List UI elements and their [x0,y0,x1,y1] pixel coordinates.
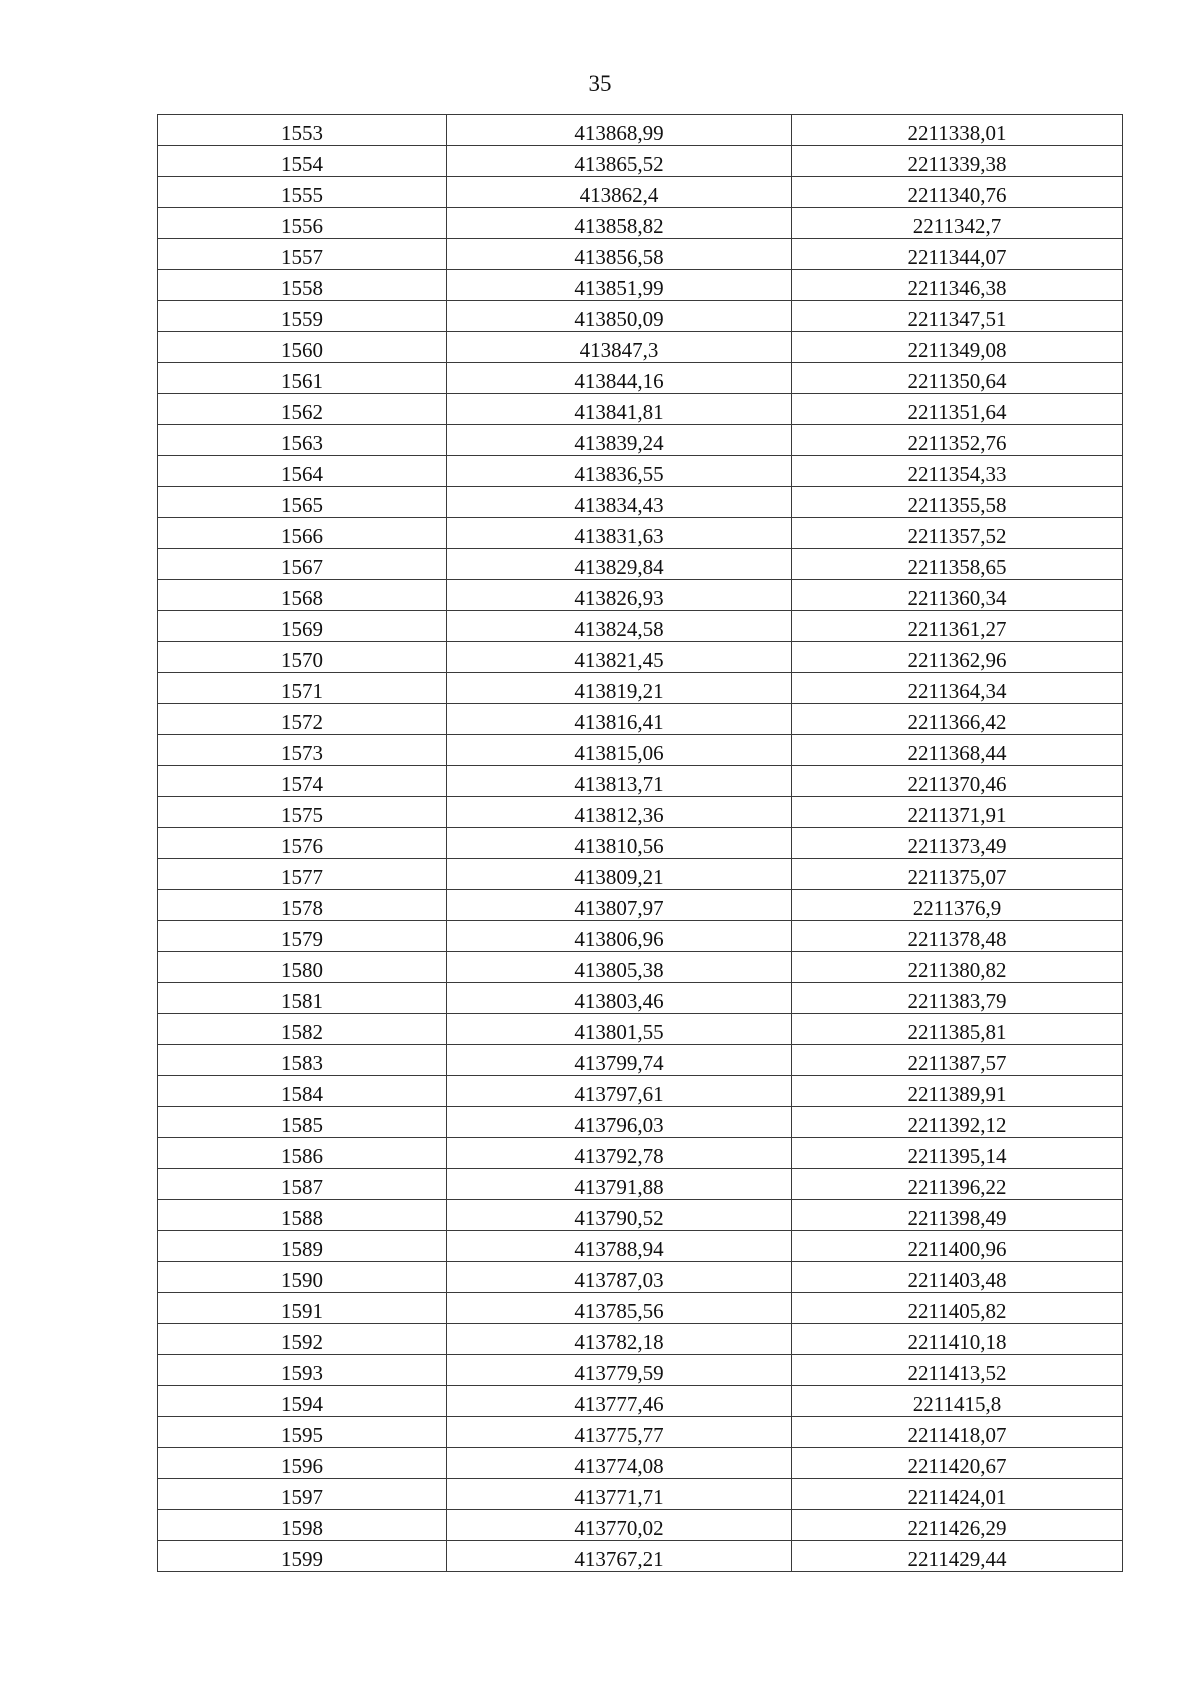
x-coordinate-cell: 413841,81 [447,394,792,425]
y-coordinate-cell: 2211338,01 [792,115,1123,146]
table-row [158,425,1123,456]
x-coordinate-cell: 413813,71 [447,766,792,797]
point-number-cell: 1568 [158,580,447,611]
y-coordinate-cell: 2211426,29 [792,1510,1123,1541]
x-coordinate-cell: 413831,63 [447,518,792,549]
y-coordinate-cell: 2211420,67 [792,1448,1123,1479]
y-coordinate-cell: 2211380,82 [792,952,1123,983]
y-coordinate-cell: 2211351,64 [792,394,1123,425]
y-coordinate-cell: 2211358,65 [792,549,1123,580]
x-coordinate-cell: 413785,56 [447,1293,792,1324]
table-row [158,673,1123,704]
y-coordinate-cell: 2211413,52 [792,1355,1123,1386]
point-number-cell: 1554 [158,146,447,177]
x-coordinate-cell: 413774,08 [447,1448,792,1479]
point-number-cell: 1576 [158,828,447,859]
x-coordinate-cell: 413792,78 [447,1138,792,1169]
table-row [158,1510,1123,1541]
x-coordinate-cell: 413809,21 [447,859,792,890]
y-coordinate-cell: 2211375,07 [792,859,1123,890]
y-coordinate-cell: 2211418,07 [792,1417,1123,1448]
point-number-cell: 1557 [158,239,447,270]
x-coordinate-cell: 413836,55 [447,456,792,487]
table-row [158,642,1123,673]
y-coordinate-cell: 2211424,01 [792,1479,1123,1510]
table-row [158,580,1123,611]
x-coordinate-cell: 413782,18 [447,1324,792,1355]
table-row [158,1138,1123,1169]
point-number-cell: 1567 [158,549,447,580]
x-coordinate-cell: 413777,46 [447,1386,792,1417]
point-number-cell: 1556 [158,208,447,239]
point-number-cell: 1588 [158,1200,447,1231]
y-coordinate-cell: 2211347,51 [792,301,1123,332]
x-coordinate-cell: 413850,09 [447,301,792,332]
x-coordinate-cell: 413810,56 [447,828,792,859]
table-row [158,1107,1123,1138]
table-row [158,1169,1123,1200]
point-number-cell: 1574 [158,766,447,797]
point-number-cell: 1555 [158,177,447,208]
y-coordinate-cell: 2211340,76 [792,177,1123,208]
y-coordinate-cell: 2211429,44 [792,1541,1123,1572]
table-row [158,1076,1123,1107]
y-coordinate-cell: 2211346,38 [792,270,1123,301]
table-row [158,1200,1123,1231]
x-coordinate-cell: 413851,99 [447,270,792,301]
x-coordinate-cell: 413856,58 [447,239,792,270]
x-coordinate-cell: 413775,77 [447,1417,792,1448]
y-coordinate-cell: 2211350,64 [792,363,1123,394]
x-coordinate-cell: 413779,59 [447,1355,792,1386]
table-row [158,146,1123,177]
y-coordinate-cell: 2211395,14 [792,1138,1123,1169]
point-number-cell: 1553 [158,115,447,146]
point-number-cell: 1569 [158,611,447,642]
x-coordinate-cell: 413797,61 [447,1076,792,1107]
table-row [158,115,1123,146]
y-coordinate-cell: 2211355,58 [792,487,1123,518]
x-coordinate-cell: 413816,41 [447,704,792,735]
table-row [158,363,1123,394]
table-row [158,1262,1123,1293]
point-number-cell: 1592 [158,1324,447,1355]
y-coordinate-cell: 2211373,49 [792,828,1123,859]
point-number-cell: 1582 [158,1014,447,1045]
y-coordinate-cell: 2211368,44 [792,735,1123,766]
y-coordinate-cell: 2211392,12 [792,1107,1123,1138]
x-coordinate-cell: 413771,71 [447,1479,792,1510]
point-number-cell: 1573 [158,735,447,766]
x-coordinate-cell: 413788,94 [447,1231,792,1262]
point-number-cell: 1580 [158,952,447,983]
x-coordinate-cell: 413834,43 [447,487,792,518]
y-coordinate-cell: 2211354,33 [792,456,1123,487]
x-coordinate-cell: 413829,84 [447,549,792,580]
x-coordinate-cell: 413801,55 [447,1014,792,1045]
y-coordinate-cell: 2211400,96 [792,1231,1123,1262]
table-row [158,611,1123,642]
y-coordinate-cell: 2211398,49 [792,1200,1123,1231]
point-number-cell: 1565 [158,487,447,518]
table-row [158,1479,1123,1510]
table-row [158,1417,1123,1448]
x-coordinate-cell: 413821,45 [447,642,792,673]
y-coordinate-cell: 2211349,08 [792,332,1123,363]
point-number-cell: 1560 [158,332,447,363]
y-coordinate-cell: 2211383,79 [792,983,1123,1014]
point-number-cell: 1578 [158,890,447,921]
x-coordinate-cell: 413806,96 [447,921,792,952]
table-row [158,1045,1123,1076]
table-row [158,766,1123,797]
y-coordinate-cell: 2211362,96 [792,642,1123,673]
table-row [158,704,1123,735]
table-row [158,456,1123,487]
x-coordinate-cell: 413805,38 [447,952,792,983]
table-row [158,859,1123,890]
point-number-cell: 1558 [158,270,447,301]
table-row [158,1386,1123,1417]
y-coordinate-cell: 2211389,91 [792,1076,1123,1107]
page-number: 35 [588,71,612,96]
x-coordinate-cell: 413862,4 [447,177,792,208]
x-coordinate-cell: 413807,97 [447,890,792,921]
point-number-cell: 1559 [158,301,447,332]
table-row [158,177,1123,208]
x-coordinate-cell: 413839,24 [447,425,792,456]
x-coordinate-cell: 413812,36 [447,797,792,828]
point-number-cell: 1572 [158,704,447,735]
point-number-cell: 1594 [158,1386,447,1417]
point-number-cell: 1585 [158,1107,447,1138]
point-number-cell: 1571 [158,673,447,704]
y-coordinate-cell: 2211387,57 [792,1045,1123,1076]
y-coordinate-cell: 2211403,48 [792,1262,1123,1293]
table-row [158,1324,1123,1355]
y-coordinate-cell: 2211352,76 [792,425,1123,456]
y-coordinate-cell: 2211370,46 [792,766,1123,797]
y-coordinate-cell: 2211396,22 [792,1169,1123,1200]
table-row [158,1293,1123,1324]
table-row [158,301,1123,332]
table-row [158,394,1123,425]
y-coordinate-cell: 2211360,34 [792,580,1123,611]
table-row [158,487,1123,518]
table-row [158,735,1123,766]
point-number-cell: 1583 [158,1045,447,1076]
table-row [158,828,1123,859]
x-coordinate-cell: 413803,46 [447,983,792,1014]
y-coordinate-cell: 2211364,34 [792,673,1123,704]
point-number-cell: 1596 [158,1448,447,1479]
point-number-cell: 1570 [158,642,447,673]
point-number-cell: 1589 [158,1231,447,1262]
table-row [158,1355,1123,1386]
x-coordinate-cell: 413796,03 [447,1107,792,1138]
point-number-cell: 1593 [158,1355,447,1386]
table-row [158,952,1123,983]
table-row [158,890,1123,921]
table-body [158,115,1123,1572]
y-coordinate-cell: 2211405,82 [792,1293,1123,1324]
table-row [158,921,1123,952]
table-row [158,1448,1123,1479]
x-coordinate-cell: 413819,21 [447,673,792,704]
point-number-cell: 1599 [158,1541,447,1572]
y-coordinate-cell: 2211385,81 [792,1014,1123,1045]
x-coordinate-cell: 413826,93 [447,580,792,611]
y-coordinate-cell: 2211378,48 [792,921,1123,952]
point-number-cell: 1587 [158,1169,447,1200]
point-number-cell: 1595 [158,1417,447,1448]
point-number-cell: 1566 [158,518,447,549]
x-coordinate-cell: 413770,02 [447,1510,792,1541]
point-number-cell: 1564 [158,456,447,487]
table-row [158,332,1123,363]
x-coordinate-cell: 413767,21 [447,1541,792,1572]
x-coordinate-cell: 413824,58 [447,611,792,642]
point-number-cell: 1598 [158,1510,447,1541]
coordinates-table [157,114,1123,1572]
x-coordinate-cell: 413787,03 [447,1262,792,1293]
x-coordinate-cell: 413791,88 [447,1169,792,1200]
y-coordinate-cell: 2211342,7 [792,208,1123,239]
y-coordinate-cell: 2211339,38 [792,146,1123,177]
x-coordinate-cell: 413790,52 [447,1200,792,1231]
y-coordinate-cell: 2211415,8 [792,1386,1123,1417]
point-number-cell: 1586 [158,1138,447,1169]
x-coordinate-cell: 413858,82 [447,208,792,239]
point-number-cell: 1591 [158,1293,447,1324]
point-number-cell: 1581 [158,983,447,1014]
point-number-cell: 1575 [158,797,447,828]
y-coordinate-cell: 2211344,07 [792,239,1123,270]
table-row [158,270,1123,301]
x-coordinate-cell: 413865,52 [447,146,792,177]
x-coordinate-cell: 413844,16 [447,363,792,394]
y-coordinate-cell: 2211410,18 [792,1324,1123,1355]
y-coordinate-cell: 2211371,91 [792,797,1123,828]
y-coordinate-cell: 2211366,42 [792,704,1123,735]
y-coordinate-cell: 2211361,27 [792,611,1123,642]
point-number-cell: 1597 [158,1479,447,1510]
x-coordinate-cell: 413799,74 [447,1045,792,1076]
table-row [158,1014,1123,1045]
table-row [158,983,1123,1014]
y-coordinate-cell: 2211376,9 [792,890,1123,921]
x-coordinate-cell: 413847,3 [447,332,792,363]
point-number-cell: 1590 [158,1262,447,1293]
table-row [158,549,1123,580]
y-coordinate-cell: 2211357,52 [792,518,1123,549]
table-row [158,239,1123,270]
point-number-cell: 1563 [158,425,447,456]
x-coordinate-cell: 413868,99 [447,115,792,146]
point-number-cell: 1562 [158,394,447,425]
table-row [158,208,1123,239]
point-number-cell: 1584 [158,1076,447,1107]
point-number-cell: 1577 [158,859,447,890]
table-row [158,518,1123,549]
x-coordinate-cell: 413815,06 [447,735,792,766]
table-row [158,1541,1123,1572]
table-row [158,797,1123,828]
point-number-cell: 1579 [158,921,447,952]
table-row [158,1231,1123,1262]
point-number-cell: 1561 [158,363,447,394]
